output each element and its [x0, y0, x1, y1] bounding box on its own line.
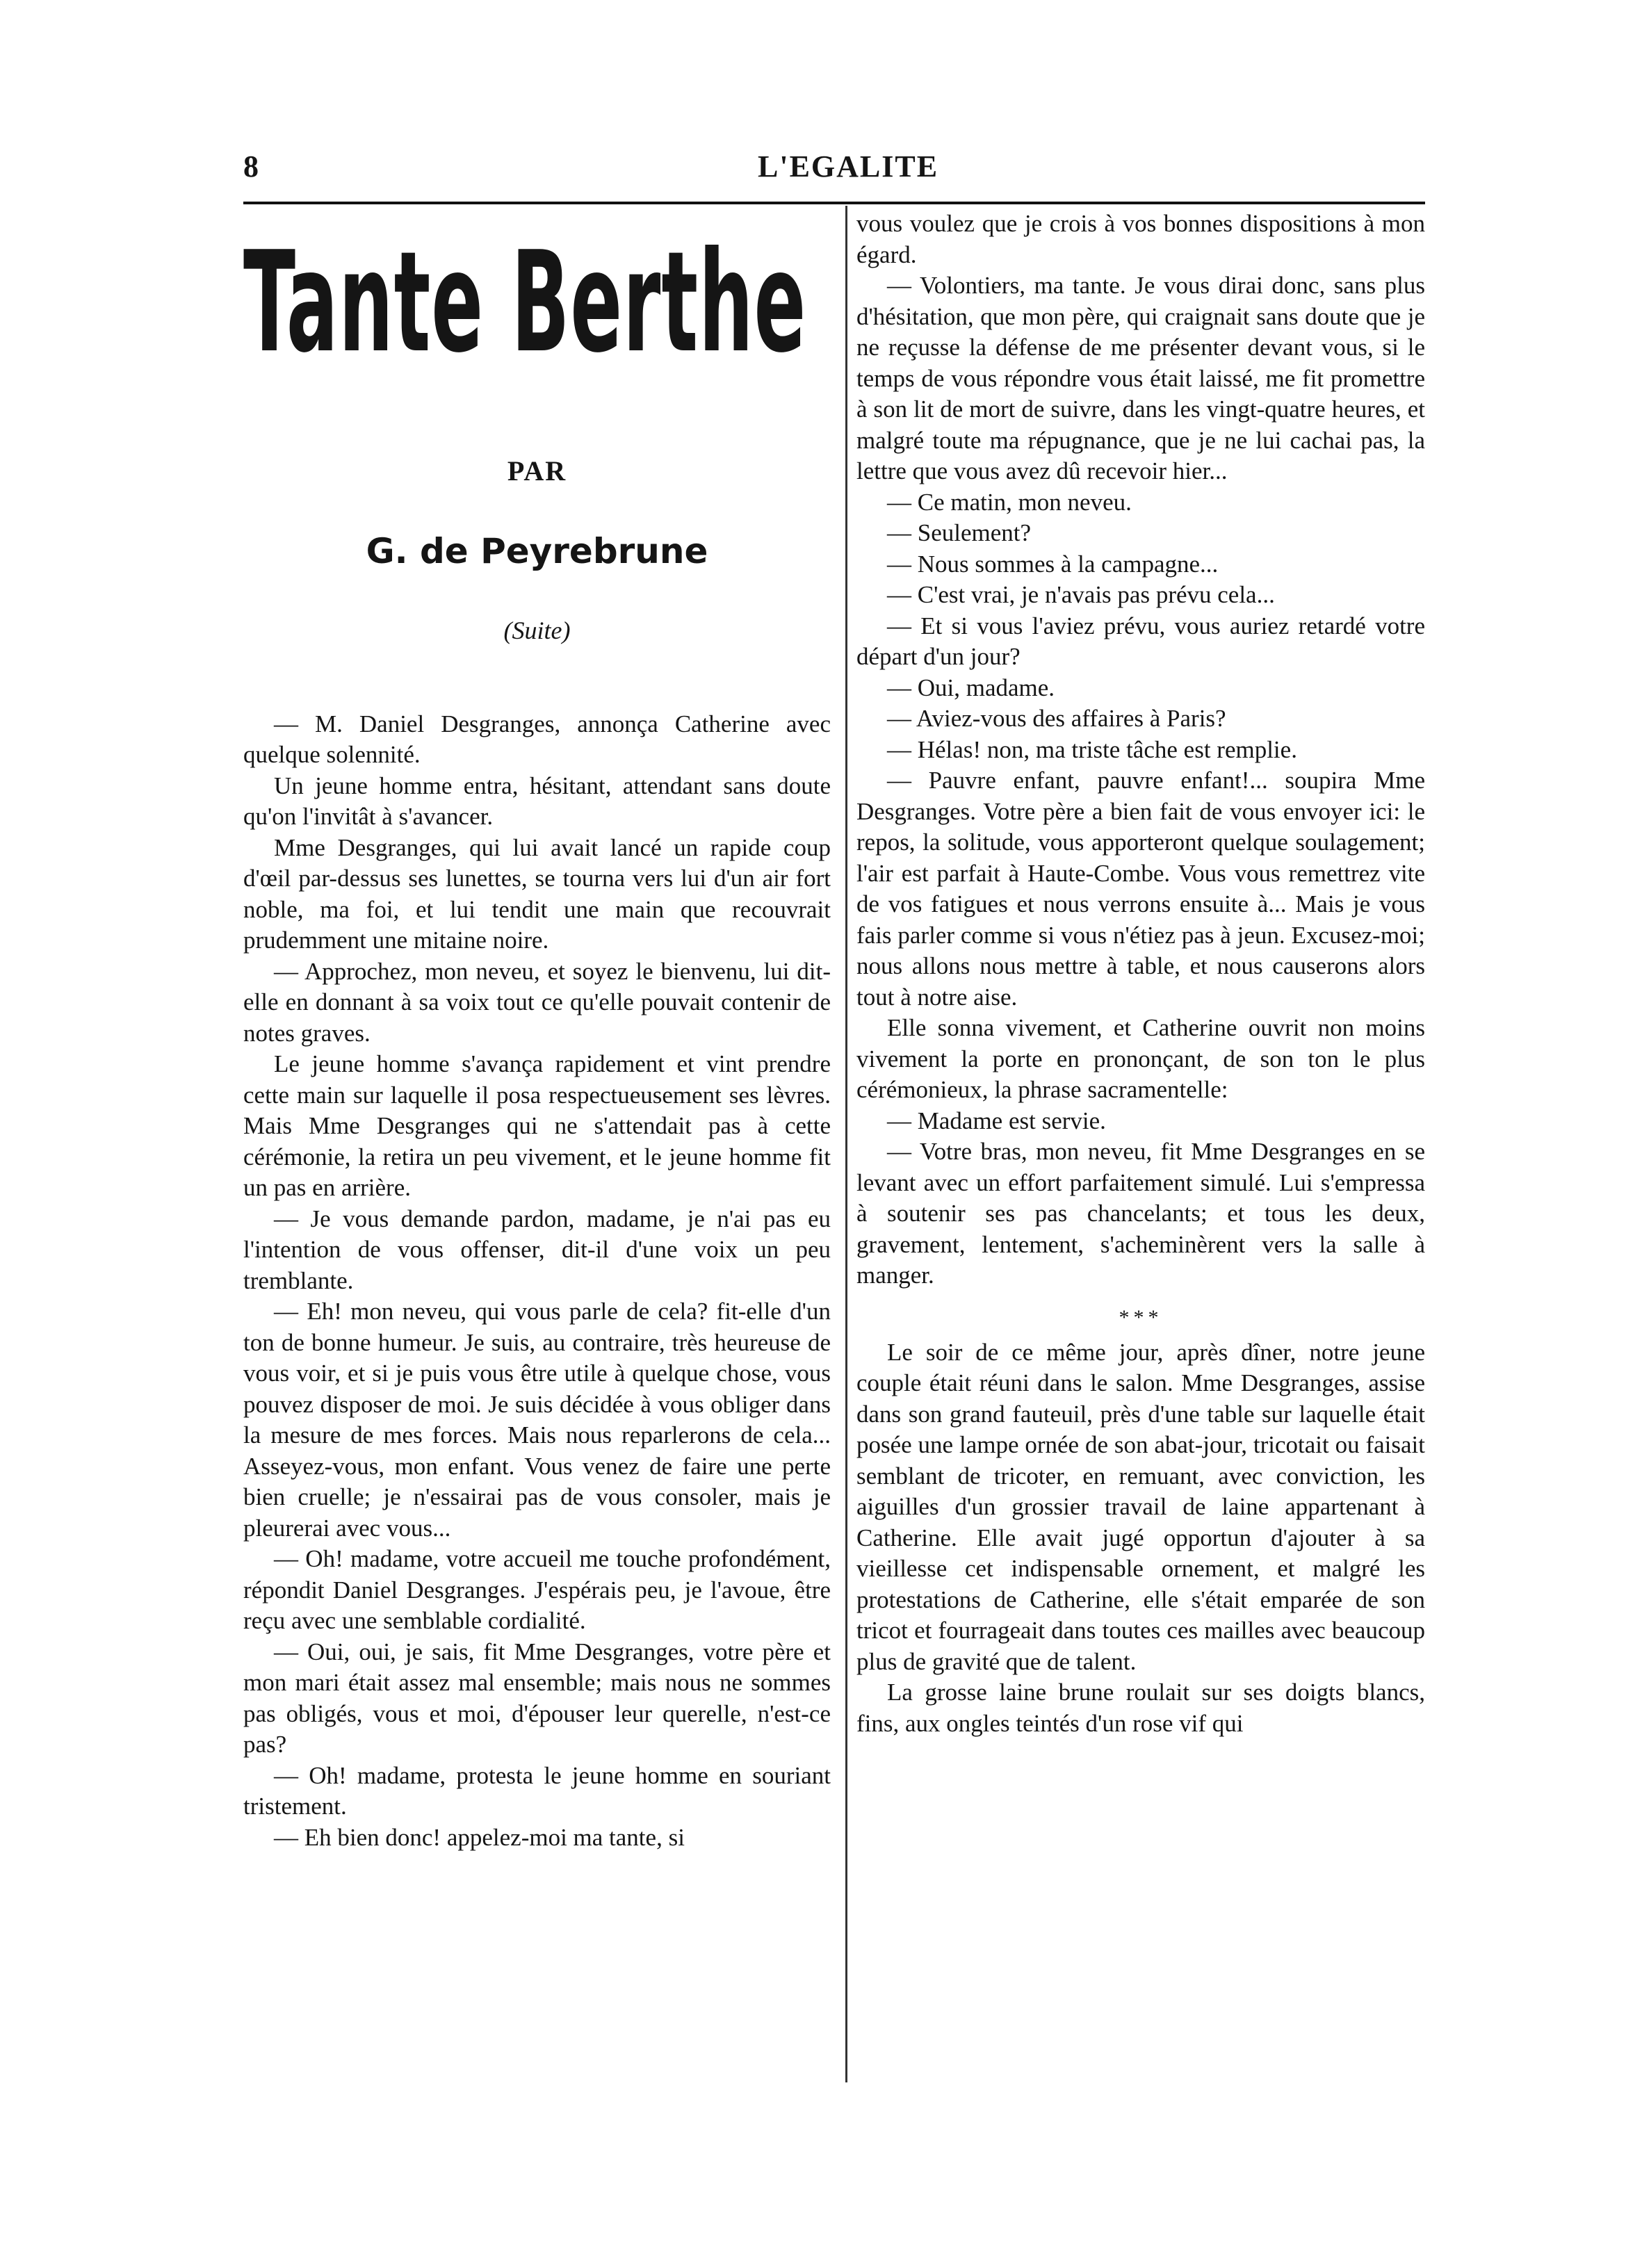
author-name: G. de Peyrebrune [366, 530, 708, 571]
left-column [243, 209, 831, 1853]
byline: PAR [507, 455, 567, 487]
journal-title: L'EGALITE [758, 149, 939, 183]
paragraph: — Seulement? [887, 519, 1032, 546]
paragraph: — Madame est servie. [887, 1107, 1106, 1134]
continued-note: (Suite) [503, 617, 571, 644]
paragraph: — C'est vrai, je n'avais pas prévu cela... [887, 581, 1275, 608]
header-rule [243, 202, 1425, 204]
page-number: 8 [243, 149, 259, 183]
right-column [856, 209, 1425, 1739]
paragraph: — Ce matin, mon neveu. [887, 488, 1132, 516]
paragraph: — Volontiers, ma tante. Je vous dirai donc, sans plus d'hésitation, que mon père, qui craignait sans doute que je ne reçusse la défense de me présenter devant vous, si le temps de vous répondre vous était laissé, me fit promettre à son lit de mort de suivre, dans les vingt-quatre heures, et malgré toute ma répugnance, que je ne lui cachai pas, la lettre que vous avez dû recevoir hier... [856, 272, 1425, 484]
paragraph: Mme Desgranges, qui lui avait lancé un rapide coup d'œil par-dessus ses lunettes, se tourna vers lui d'un air fort noble, ma foi, et lui tendit une main que recouvrait prudemment une mitaine noire. [243, 833, 831, 954]
paragraph: Elle sonna vivement, et Catherine ouvrit non moins vivement la porte en prononçant, de son ton le plus cérémonieux, la phrase sacramentelle: [856, 1014, 1425, 1103]
paragraph: — Oui, oui, je sais, fit Mme Desgranges, votre père et mon mari était assez mal ensemble; mais nous ne sommes pas obligés, vous et moi, d'épouser leur querelle, n'est-ce pas? [243, 1638, 831, 1758]
paragraph: — Hélas! non, ma triste tâche est remplie. [887, 735, 1297, 763]
paragraph: — Oh! madame, protesta le jeune homme en souriant tristement. [243, 1761, 831, 1820]
column-divider [845, 206, 847, 2082]
paragraph: Le jeune homme s'avança rapidement et vint prendre cette main sur laquelle il posa respectueusement ses lèvres. Mais Mme Desgranges qui ne s'attendait pas à cette cérémonie, la retira un peu vivement, et le jeune homme fit un pas en arrière. [243, 1050, 831, 1201]
story-title: Tante Berthe [243, 222, 807, 384]
paragraph: — Oui, madame. [887, 674, 1055, 701]
paragraph: — Votre bras, mon neveu, fit Mme Desgranges en se levant avec un effort parfaitement simulé. Lui s'empressa à soutenir ses pas chancelants; et tous les deux, gravement, lentement, s'acheminèrent vers la salle à manger. [856, 1138, 1425, 1289]
paragraph: — Approchez, mon neveu, et soyez le bienvenu, lui dit-elle en donnant à sa voix tout ce qu'elle pouvait contenir de notes graves. [243, 957, 831, 1047]
paragraph: — Oh! madame, votre accueil me touche profondément, répondit Daniel Desgranges. J'espérais peu, je l'avoue, être reçu avec une semblable cordialité. [243, 1545, 831, 1634]
paragraph: Le soir de ce même jour, après dîner, notre jeune couple était réuni dans le salon. Mme Desgranges, assise dans son grand fauteuil, près d'une table sur laquelle était posée une lampe ornée de son abat-jour, tricotait ou faisait semblant de tricoter, en remuant, avec conviction, les aiguilles d'un grossier travail de laine appartenant à Catherine. Elle avait jugé opportun d'ajouter à sa vieillesse cet indispensable ornement, et malgré les protestations de Catherine, elle s'était emparée de son tricot et fourrageait dans toutes ces mailles avec beaucoup plus de gravité que de talent. [856, 1338, 1425, 1675]
section-break: *** [1119, 1305, 1163, 1329]
paragraph: La grosse laine brune roulait sur ses doigts blancs, fins, aux ongles teintés d'un rose vif qui [856, 1679, 1425, 1737]
paragraph: — Pauvre enfant, pauvre enfant!... soupira Mme Desgranges. Votre père a bien fait de vous envoyer ici: le repos, la solitude, vous apporteront quelque soulagement; l'air est parfait à Haute-Combe. Vous vous remettrez vite de vos fatigues et nous verrons ensuite à... Mais je vous fais parler comme si vous n'étiez pas à jeun. Excusez-moi; nous allons nous mettre à table, et nous causerons alors tout à notre aise. [856, 767, 1425, 1011]
paragraph: — Eh bien donc! appelez-moi ma tante, si [274, 1823, 685, 1851]
paragraph: — Eh! mon neveu, qui vous parle de cela? fit-elle d'un ton de bonne humeur. Je suis, au contraire, très heureuse de vous voir, et si je puis vous être utile à quelque chose, vous pouvez disposer de moi. Je suis décidée à vous obliger dans la mesure de mes forces. Mais nous reparlerons de cela... Asseyez-vous, mon enfant. Vous venez de faire une perte bien cruelle; je n'essairai pas de vous consoler, mais je pleurerai avec vous... [243, 1298, 831, 1542]
paragraph: — Nous sommes à la campagne... [887, 550, 1219, 578]
paragraph: — Aviez-vous des affaires à Paris? [887, 705, 1226, 732]
paragraph: — Et si vous l'aviez prévu, vous auriez retardé votre départ d'un jour? [856, 612, 1425, 670]
paragraph: Un jeune homme entra, hésitant, attendant sans doute qu'on l'invitât à s'avancer. [243, 772, 831, 830]
paragraph: — Je vous demande pardon, madame, je n'ai pas eu l'intention de vous offenser, dit-il d'une voix un peu tremblante. [243, 1205, 831, 1294]
paragraph: — M. Daniel Desgranges, annonça Catherine avec quelque solennité. [243, 710, 831, 768]
paragraph: vous voulez que je crois à vos bonnes dispositions à mon égard. [856, 210, 1425, 268]
